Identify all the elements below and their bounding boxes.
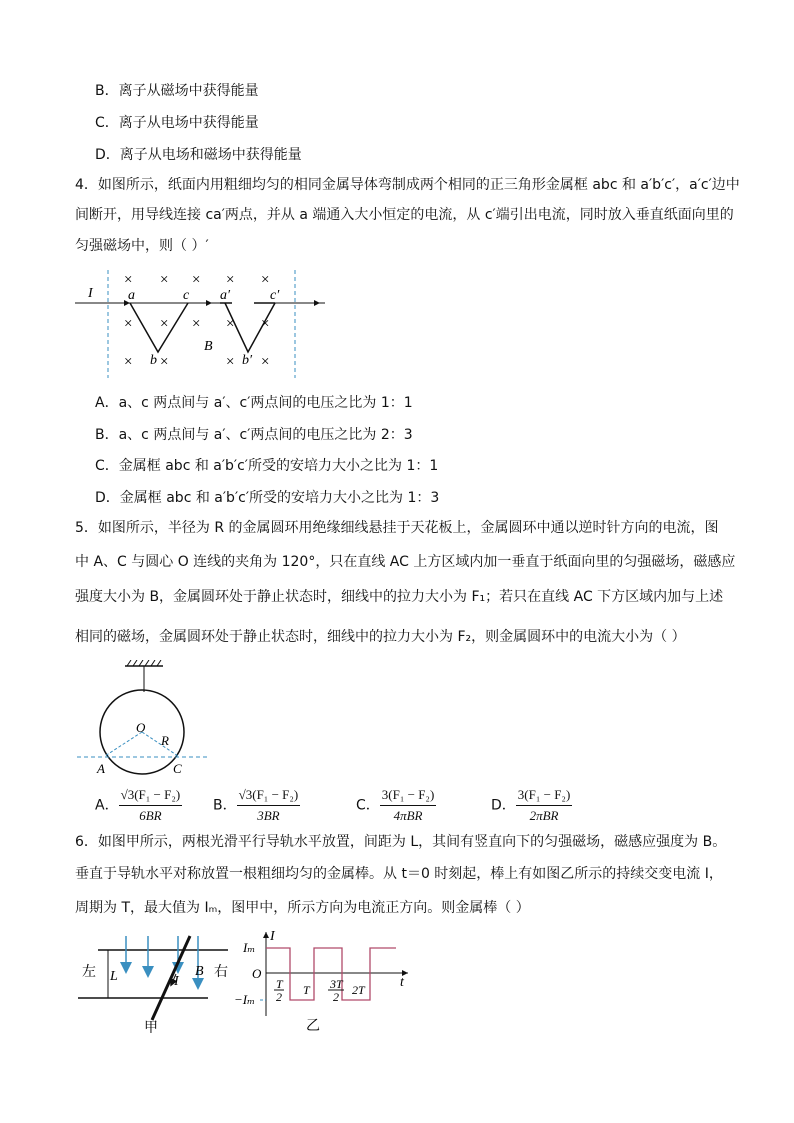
q5-option-a <box>95 785 182 826</box>
label-c: c <box>183 288 190 303</box>
caption-yi: 乙 <box>306 1019 320 1034</box>
q5-stem-line4: 相同的磁场，金属圆环处于静止状态时，细线中的拉力大小为 F₂，则金属圆环中的电流大小为（ ） <box>75 629 686 645</box>
radius-oc <box>142 732 178 756</box>
q4-option-d: D．金属框 abc 和 a′b′c′所受的安培力大小之比为 1：3 <box>95 490 440 506</box>
label-i: I <box>174 974 179 989</box>
label-o: O <box>136 720 146 735</box>
q4-stem-line2: 间断开，用导线连接 ca′两点，并从 a 端通入大小恒定的电流，从 c′端引出电流，同时放入垂直纸面向里的 <box>75 207 734 223</box>
svg-text:×: × <box>160 354 169 370</box>
label-left: 左 <box>82 965 96 980</box>
svg-text:×: × <box>261 272 270 288</box>
q5-figure <box>75 660 215 778</box>
option-formula: $\frac{\text{3(F₁ − F₂)}}{\text{2πBR}}$ <box>517 787 571 823</box>
q5-option-c <box>356 785 436 826</box>
svg-text:×: × <box>192 272 201 288</box>
label-b: B <box>195 964 204 979</box>
caption-jia: 甲 <box>144 1021 158 1033</box>
svg-text:×: × <box>192 316 201 332</box>
label-c: C <box>173 761 182 776</box>
radius-oa <box>105 732 142 756</box>
option-label: C． <box>356 797 380 814</box>
tick-3t-half-den: 2 <box>333 990 339 1004</box>
label-l: L <box>110 969 118 984</box>
label-neg-im: −Iₘ <box>234 992 256 1007</box>
q4-option-c: C．金属框 abc 和 a′b′c′所受的安培力大小之比为 1：1 <box>95 458 439 474</box>
svg-text:×: × <box>261 354 270 370</box>
tick-t: T <box>303 983 310 997</box>
svg-text:×: × <box>160 272 169 288</box>
label-a-prime: a′ <box>220 288 231 303</box>
svg-text:×: × <box>160 316 169 332</box>
svg-text:×: × <box>226 354 235 370</box>
q4-stem-line3: 匀强磁场中，则（ ）′ <box>75 238 209 254</box>
q6-stem-line3: 周期为 T，最大值为 Iₘ，图甲中，所示方向为电流正方向。则金属棒（ ） <box>75 900 530 916</box>
label-im: Iₘ <box>243 940 256 955</box>
label-origin: O <box>252 966 262 981</box>
q6-stem-line2: 垂直于导轨水平对称放置一根粗细均匀的金属棒。从 t＝0 时刻起，棒上有如图乙所示的持续交变电流 I， <box>75 866 723 882</box>
q4-stem-line1: 4．如图所示，纸面内用粗细均匀的相同金属导体弯制成两个相同的正三角形金属框 abc 和 a′b′c′，a′c′边中 <box>75 177 740 193</box>
svg-text:×: × <box>124 316 133 332</box>
triangle-abc <box>130 303 188 352</box>
q6-stem-line1: 6．如图甲所示，两根光滑平行导轨水平放置，间距为 L，其间有竖直向下的匀强磁场，磁感应强度为 B。 <box>75 834 727 850</box>
label-field-b: B <box>204 339 213 354</box>
label-current: I <box>88 286 93 301</box>
svg-text:×: × <box>226 272 235 288</box>
q5-stem-line3: 强度大小为 B，金属圆环处于静止状态时，细线中的拉力大小为 F₁；若只在直线 AC 下方区域内加与上述 <box>75 589 724 605</box>
q3-option-b: B．离子从磁场中获得能量 <box>95 83 259 99</box>
option-label: D． <box>491 797 516 814</box>
label-b: b <box>150 353 157 368</box>
q5-option-d <box>491 785 572 826</box>
current-waveform <box>266 948 396 1000</box>
option-formula: $\frac{\text{√3(F₁ − F₂)}}{3BR}$ <box>238 787 299 823</box>
option-label: B． <box>213 797 237 814</box>
svg-text:×: × <box>124 354 133 370</box>
q5-stem-line2: 中 A、C 与圆心 O 连线的夹角为 120°，只在直线 AC 上方区域内加一垂直于纸面向里的匀强磁场，磁感应 <box>75 554 736 570</box>
tick-2t: 2T <box>352 983 365 997</box>
q4-figure <box>70 262 340 380</box>
label-r: R <box>161 733 169 748</box>
q3-option-c: C．离子从电场中获得能量 <box>95 115 259 131</box>
label-right: 右 <box>214 965 228 980</box>
label-a: A <box>97 761 105 776</box>
tick-t-half-den: 2 <box>276 990 282 1004</box>
option-formula: $\frac{\text{√3(F₁ − F₂)}}{6BR}$ <box>120 787 181 823</box>
q4-option-a: A．a、c 两点间与 a′、c′两点间的电压之比为 1：1 <box>95 395 413 411</box>
tick-t-half-num: T <box>276 977 283 991</box>
q4-option-b: B．a、c 两点间与 a′、c′两点间的电压之比为 2：3 <box>95 427 413 443</box>
q6-figure-jia <box>78 928 238 1033</box>
label-c-prime: c′ <box>270 288 280 303</box>
label-t-axis: t <box>400 975 404 990</box>
option-formula: $\frac{\text{3(F₁ − F₂)}}{\text{4πBR}}$ <box>381 787 435 823</box>
q5-stem-line1: 5．如图所示，半径为 R 的金属圆环用绝缘细线悬挂于天花板上，金属圆环中通以逆时针方向的电流，图 <box>75 520 719 536</box>
label-a: a <box>128 288 135 303</box>
svg-text:×: × <box>124 272 133 288</box>
q3-option-d: D．离子从电场和磁场中获得能量 <box>95 147 302 163</box>
tick-3t-half-num: 3T <box>330 977 343 991</box>
label-b-prime: b′ <box>242 353 253 368</box>
q5-option-b <box>213 785 300 826</box>
metal-rod <box>152 936 190 1020</box>
option-label: A． <box>95 797 119 814</box>
label-i-axis: I <box>270 929 275 944</box>
q6-figure-yi <box>232 926 414 1036</box>
svg-text:×: × <box>226 316 235 332</box>
svg-text:×: × <box>261 316 270 332</box>
